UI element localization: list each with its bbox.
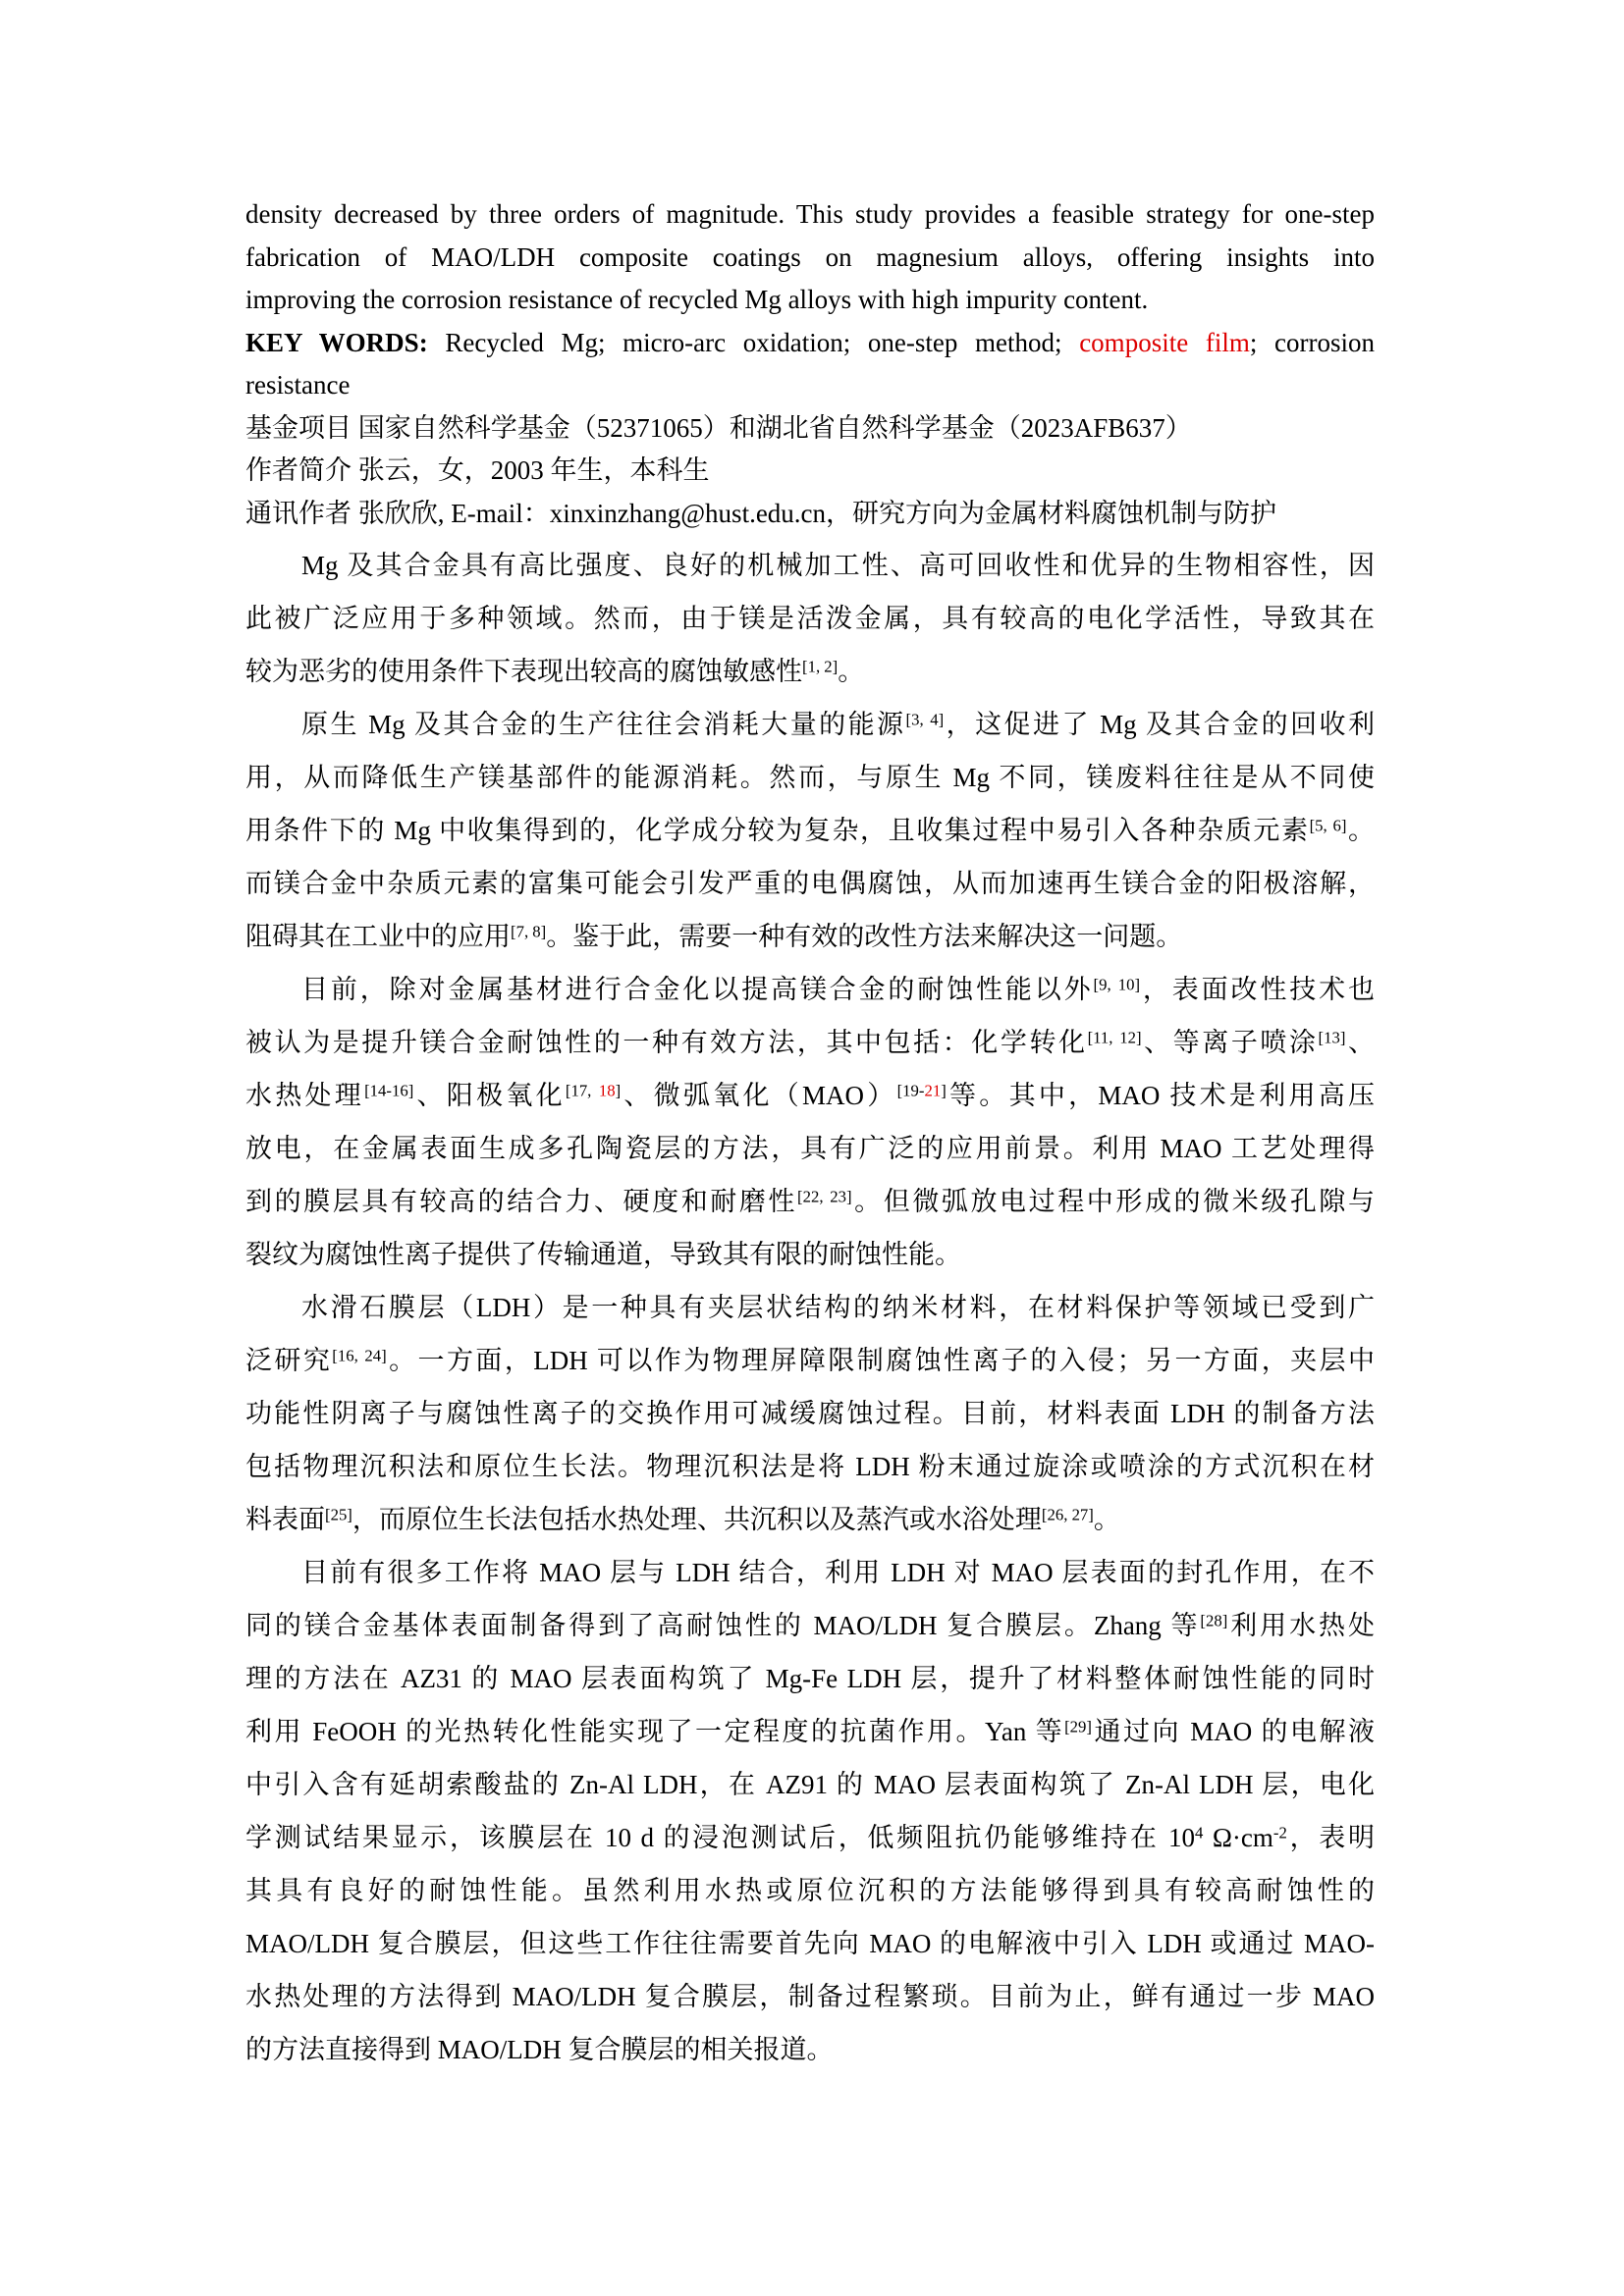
text-segment: 原生 Mg 及其合金的生产往往会消耗大量的能源	[301, 710, 906, 739]
text-segment: 。鉴于此，需要一种有效的改性方法来解决这一问题。	[546, 922, 1183, 951]
body-text-line	[245, 1917, 1375, 1970]
keywords-line	[245, 364, 1375, 407]
text-segment: ，这促进了 Mg 及其合金的回收利	[944, 710, 1375, 739]
citation-superscript: [25]	[325, 1505, 352, 1524]
text-segment: 、等离子喷涂	[1141, 1028, 1319, 1057]
citation-superscript: -2	[1272, 1823, 1287, 1842]
body-text-line	[245, 857, 1375, 910]
text-segment: 裂纹为腐蚀性离子提供了传输通道，导致其有限的耐蚀性能。	[245, 1240, 961, 1269]
text-segment: 。	[838, 657, 865, 686]
text-segment: 的方法直接得到 MAO/LDH 复合膜层的相关报道。	[245, 2035, 834, 2064]
author-bio-line	[245, 450, 1375, 493]
text-segment: 理的方法在 AZ31 的 MAO 层表面构筑了 Mg-Fe LDH 层，提升了材料整体耐蚀性能的同时	[245, 1664, 1375, 1693]
citation-superscript: 4	[1195, 1823, 1204, 1842]
text-segment: 水滑石膜层（LDH）是一种具有夹层状结构的纳米材料，在材料保护等领域已受到广	[301, 1293, 1375, 1322]
citation-superscript: [5, 6]	[1309, 816, 1347, 835]
text-segment: 通讯作者 张欣欣, E-mail：xinxinzhang@hust.edu.cn，研究方向为金属材料腐蚀机制与防护	[245, 498, 1277, 528]
body-text-line	[245, 1599, 1375, 1652]
text-segment: ，表面改性技术也	[1140, 975, 1376, 1004]
text-segment: 阻碍其在工业中的应用	[245, 922, 511, 951]
text-segment: resistance	[245, 370, 351, 400]
text-segment: 料表面	[245, 1505, 325, 1534]
body-text-line	[245, 1970, 1375, 2023]
body-text-line	[245, 1334, 1375, 1387]
body-text-line	[245, 1069, 1375, 1122]
citation-superscript: [28]	[1200, 1611, 1228, 1630]
citation-superscript: [11, 12]	[1087, 1028, 1142, 1047]
citation-superscript: [19-	[896, 1081, 925, 1100]
text-segment: 目前，除对金属基材进行合金化以提高镁合金的耐蚀性能以外	[301, 975, 1094, 1004]
text-segment: improving the corrosion resistance of recycled Mg alloys with high impurity content.	[245, 285, 1149, 314]
text-segment: 水热处理的方法得到 MAO/LDH 复合膜层，制备过程繁琐。目前为止，鲜有通过一步 MAO	[245, 1982, 1375, 2011]
text-segment: 功能性阴离子与腐蚀性离子的交换作用可减缓腐蚀过程。目前，材料表面 LDH 的制备方法	[245, 1399, 1375, 1428]
text-segment: ，表明	[1286, 1823, 1376, 1852]
body-text-line	[245, 751, 1375, 804]
body-text-line	[245, 1016, 1375, 1069]
body-text-line	[245, 592, 1375, 645]
body-text-line	[245, 910, 1375, 963]
citation-superscript: [13]	[1318, 1028, 1346, 1047]
citation-superscript: [14-16]	[364, 1081, 414, 1100]
abstract-line	[245, 279, 1375, 322]
text-segment: 、微弧氧化（MAO）	[621, 1081, 897, 1110]
text-segment: 、阳极氧化	[413, 1081, 566, 1110]
body-text-line	[245, 645, 1375, 698]
body-text-line	[245, 1228, 1375, 1281]
citation-superscript: ]	[941, 1081, 947, 1100]
text-segment: 同的镁合金基体表面制备得到了高耐蚀性的 MAO/LDH 复合膜层。Zhang 等	[245, 1611, 1201, 1640]
body-text-line	[245, 1811, 1375, 1864]
text-segment: 包括物理沉积法和原位生长法。物理沉积法是将 LDH 粉末通过旋涂或喷涂的方式沉积在材	[245, 1452, 1375, 1481]
abstract-keywords-meta-block	[245, 193, 1375, 535]
text-segment: 目前有很多工作将 MAO 层与 LDH 结合，利用 LDH 对 MAO 层表面的封孔作用，在不	[301, 1558, 1375, 1587]
text-segment: 泛研究	[245, 1346, 333, 1375]
text-segment: 被认为是提升镁合金耐蚀性的一种有效方法，其中包括：化学转化	[245, 1028, 1088, 1057]
funding-line	[245, 407, 1375, 451]
text-segment: Ω·cm	[1203, 1823, 1273, 1852]
text-segment: 用，从而降低生产镁基部件的能源消耗。然而，与原生 Mg 不同，镁废料往往是从不同使	[245, 763, 1375, 792]
text-segment: ，而原位生长法包括水热处理、共沉积以及蒸汽或水浴处理	[352, 1505, 1042, 1534]
text-segment: ; corrosion	[1249, 327, 1376, 357]
citation-superscript: ]	[615, 1081, 622, 1100]
body-text-line	[245, 1281, 1375, 1334]
body-text-line	[245, 1122, 1375, 1175]
body-text-line	[245, 963, 1375, 1016]
corresponding-author-line	[245, 493, 1375, 536]
text-segment: fabrication of MAO/LDH composite coatings on magnesium alloys, offering insights into	[245, 241, 1375, 272]
introduction-text-block	[245, 539, 1375, 2076]
citation-superscript: [29]	[1064, 1717, 1092, 1736]
citation-superscript: [1, 2]	[802, 657, 839, 676]
citation-superscript-red: 21	[924, 1081, 942, 1100]
text-segment: 利用水热处	[1227, 1611, 1375, 1640]
body-text-line	[245, 804, 1375, 857]
citation-superscript: [7, 8]	[511, 922, 547, 941]
citation-superscript-red: 18	[598, 1081, 616, 1100]
citation-superscript: [17,	[565, 1081, 599, 1100]
keywords-label: KEY WORDS:	[245, 327, 428, 357]
text-segment: 等。其中，MAO 技术是利用高压	[946, 1081, 1375, 1110]
page-content	[245, 193, 1375, 2076]
text-segment: 其具有良好的耐蚀性能。虽然利用水热或原位沉积的方法能够得到具有较高耐蚀性的	[245, 1876, 1375, 1905]
body-text-line	[245, 1440, 1375, 1493]
abstract-line	[245, 193, 1375, 237]
text-segment: 。但微弧放电过程中形成的微米级孔隙与	[851, 1187, 1376, 1216]
citation-superscript: [3, 4]	[905, 710, 945, 729]
text-segment: 用条件下的 Mg 中收集得到的，化学成分较为复杂，且收集过程中易引入各种杂质元素	[245, 816, 1310, 845]
abstract-line	[245, 237, 1375, 280]
text-segment: 此被广泛应用于多种领域。然而，由于镁是活泼金属，具有较高的电化学活性，导致其在	[245, 604, 1375, 633]
keywords-line	[245, 322, 1375, 365]
text-segment: 利用 FeOOH 的光热转化性能实现了一定程度的抗菌作用。Yan 等	[245, 1717, 1065, 1746]
tracked-change-red-text: composite film	[1079, 327, 1250, 357]
text-segment: 到的膜层具有较高的结合力、硬度和耐磨性	[245, 1187, 798, 1216]
text-segment: Recycled Mg; micro-arc oxidation; one-step method;	[427, 327, 1080, 357]
text-segment: 中引入含有延胡索酸盐的 Zn-Al LDH，在 AZ91 的 MAO 层表面构筑了 Zn-Al LDH 层，电化	[245, 1770, 1375, 1799]
body-text-line	[245, 2023, 1375, 2076]
body-text-line	[245, 1175, 1375, 1228]
body-text-line	[245, 1546, 1375, 1599]
body-text-line	[245, 539, 1375, 592]
text-segment: 。	[1093, 1505, 1120, 1534]
text-segment: 而镁合金中杂质元素的富集可能会引发严重的电偶腐蚀，从而加速再生镁合金的阳极溶解，	[245, 869, 1375, 898]
text-segment: density decreased by three orders of magnitude. This study provides a feasible strategy for one-step	[245, 199, 1375, 229]
text-segment: 。一方面，LDH 可以作为物理屏障限制腐蚀性离子的入侵；另一方面，夹层中	[386, 1346, 1376, 1375]
text-segment: MAO/LDH 复合膜层，但这些工作往往需要首先向 MAO 的电解液中引入 LDH 或通过 MAO-	[245, 1929, 1375, 1958]
body-text-line	[245, 1652, 1375, 1705]
text-segment: 基金项目 国家自然科学基金（52371065）和湖北省自然科学基金（2023AFB637）	[245, 412, 1192, 443]
body-text-line	[245, 1864, 1375, 1917]
text-segment: 。	[1346, 816, 1375, 845]
body-text-line	[245, 1758, 1375, 1811]
text-segment: 通过向 MAO 的电解液	[1091, 1717, 1375, 1746]
citation-superscript: [9, 10]	[1093, 975, 1141, 994]
body-text-line	[245, 1705, 1375, 1758]
text-segment: 较为恶劣的使用条件下表现出较高的腐蚀敏感性	[245, 657, 802, 686]
text-segment: 放电，在金属表面生成多孔陶瓷层的方法，具有广泛的应用前景。利用 MAO 工艺处理得	[245, 1134, 1375, 1163]
citation-superscript: [22, 23]	[797, 1187, 852, 1206]
body-text-line	[245, 698, 1375, 751]
text-segment: 学测试结果显示，该膜层在 10 d 的浸泡测试后，低频阻抗仍能够维持在 10	[245, 1823, 1196, 1852]
text-segment: 作者简介 张云，女，2003 年生，本科生	[245, 455, 710, 485]
text-segment: Mg 及其合金具有高比强度、良好的机械加工性、高可回收性和优异的生物相容性，因	[301, 551, 1375, 580]
body-text-line	[245, 1387, 1375, 1440]
body-text-line	[245, 1493, 1375, 1546]
citation-superscript: [16, 24]	[332, 1346, 387, 1365]
text-segment: 、	[1345, 1028, 1376, 1057]
citation-superscript: [26, 27]	[1041, 1505, 1094, 1524]
text-segment: 水热处理	[245, 1081, 365, 1110]
